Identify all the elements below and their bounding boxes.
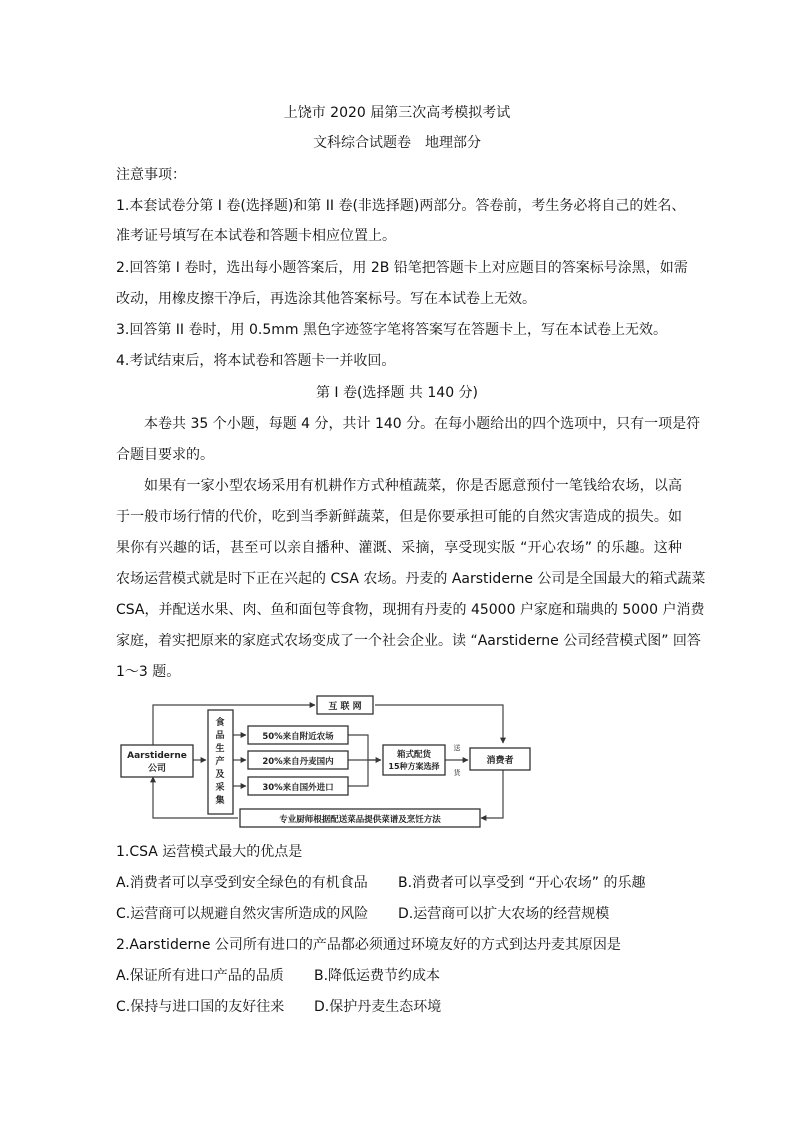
question-stem: 2.Aarstiderne 公司所有进口的产品都必须通过环境友好的方式到达丹麦其原因是 bbox=[116, 937, 621, 953]
notice-line: 改动，用橡皮擦干净后，再选涂其他答案标号。写在本试卷上无效。 bbox=[116, 291, 536, 307]
question-stem: 1.CSA 运营模式最大的优点是 bbox=[116, 844, 303, 860]
production-char: 生 bbox=[215, 744, 225, 754]
notice-line: 1.本套试卷分第 I 卷(选择题)和第 II 卷(非选择题)两部分。答卷前，考生务必将自己的姓名、 bbox=[116, 198, 686, 214]
option-d: D.保护丹麦生态环境 bbox=[314, 999, 442, 1015]
consumer-label: 消费者 bbox=[486, 756, 514, 766]
option-b: B.消费者可以享受到 “开心农场” 的乐趣 bbox=[398, 875, 646, 891]
option-a: A.保证所有进口产品的品质 bbox=[116, 968, 284, 984]
notice-line: 准考证号填写在本试卷和答题卡相应位置上。 bbox=[116, 228, 396, 244]
passage-line: 1～3 题。 bbox=[116, 664, 181, 680]
passage-line: 如果有一家小型农场采用有机耕作方式种植蔬菜，你是否愿意预付一笔钱给农场，以高 bbox=[144, 478, 682, 494]
passage-line: 于一般市场行情的代价，吃到当季新鲜蔬菜，但是你要承担可能的自然灾害造成的损失。如 bbox=[116, 509, 682, 525]
delivery-label: 货 bbox=[453, 769, 461, 777]
delivery-label: 送 bbox=[453, 744, 461, 752]
internet-label: 互 联 网 bbox=[328, 702, 362, 712]
option-d: D.运营商可以扩大农场的经营规模 bbox=[398, 906, 610, 922]
page-subtitle: 文科综合试题卷 地理部分 bbox=[313, 135, 481, 151]
option-a: A.消费者可以享受到安全绿色的有机食品 bbox=[116, 875, 368, 891]
production-char: 及 bbox=[215, 770, 225, 780]
source-label: 30%来自国外进口 bbox=[262, 783, 334, 793]
source-label: 20%来自丹麦国内 bbox=[262, 757, 334, 767]
production-char: 食 bbox=[215, 718, 225, 728]
section-intro: 本卷共 35 个小题，每题 4 分，共计 140 分。在每小题给出的四个选项中，只有一项是符 bbox=[144, 416, 701, 432]
notice-line: 2.回答第 I 卷时，选出每小题答案后，用 2B 铅笔把答题卡上对应题目的答案标号涂黑，如需 bbox=[116, 260, 688, 276]
production-char: 产 bbox=[215, 757, 225, 767]
production-char: 品 bbox=[215, 731, 225, 741]
box-config-label: 15种方案选择 bbox=[388, 762, 440, 771]
box-config-label: 箱式配货 bbox=[396, 750, 432, 760]
notice-heading: 注意事项： bbox=[116, 167, 186, 183]
passage-line: 果你有兴趣的话，甚至可以亲自播种、灌溉、采摘，享受现实版 “开心农场” 的乐趣。这种 bbox=[116, 540, 682, 556]
page-title: 上饶市 2020 届第三次高考模拟考试 bbox=[283, 105, 511, 121]
business-model-diagram bbox=[118, 690, 538, 832]
section-title: 第 I 卷(选择题 共 140 分) bbox=[315, 385, 479, 401]
company-label: Aarstiderne bbox=[127, 751, 187, 761]
company-label: 公司 bbox=[147, 764, 167, 774]
notice-line: 3.回答第 II 卷时，用 0.5mm 黑色字迹签字笔将答案写在答题卡上，写在本试卷上无效。 bbox=[116, 322, 667, 338]
notice-line: 4.考试结束后，将本试卷和答题卡一并收回。 bbox=[116, 353, 396, 369]
production-char: 采 bbox=[215, 783, 225, 793]
production-char: 集 bbox=[215, 796, 225, 806]
source-label: 50%来自附近农场 bbox=[262, 732, 334, 742]
section-intro: 合题目要求的。 bbox=[116, 447, 214, 463]
passage-line: 农场运营模式就是时下正在兴起的 CSA 农场。丹麦的 Aarstiderne 公司是全国最大的箱式蔬菜 bbox=[116, 571, 706, 587]
option-b: B.降低运费节约成本 bbox=[314, 968, 441, 984]
option-c: C.运营商可以规避自然灾害所造成的风险 bbox=[116, 906, 369, 922]
chef-label: 专业厨师根据配送菜品提供菜谱及烹饪方法 bbox=[279, 815, 441, 825]
option-c: C.保持与进口国的友好往来 bbox=[116, 999, 285, 1015]
passage-line: 家庭，着实把原来的家庭式农场变成了一个社会企业。读 “Aarstiderne 公司经营模式图” 回答 bbox=[116, 633, 701, 649]
passage-line: CSA，并配送水果、肉、鱼和面包等食物，现拥有丹麦的 45000 户家庭和瑞典的 5000 户消费 bbox=[116, 602, 705, 618]
